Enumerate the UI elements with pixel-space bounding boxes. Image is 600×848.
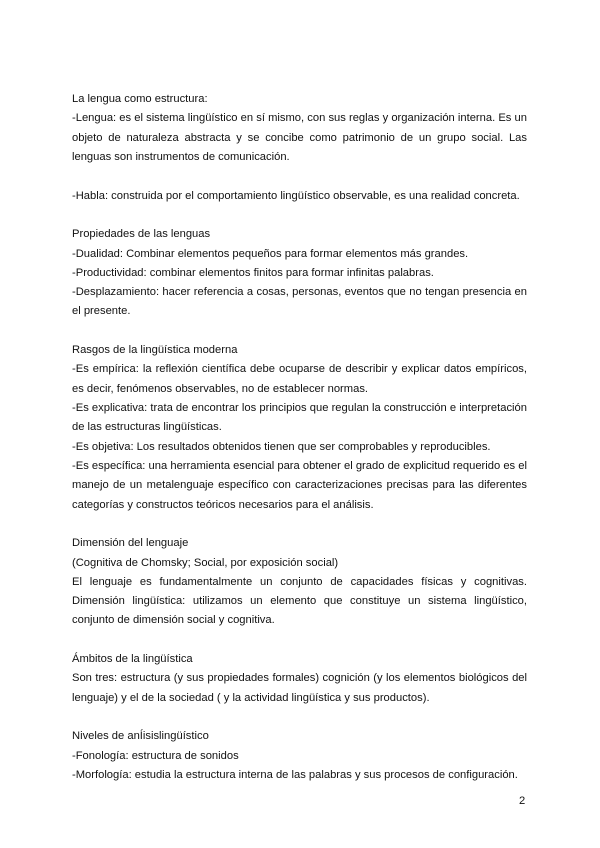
section-rasgos xyxy=(72,341,527,515)
section-heading: Rasgos de la lingüística moderna xyxy=(72,344,238,357)
section-heading: Niveles de anÍisislingüístico xyxy=(72,730,209,743)
section-dimension xyxy=(72,534,527,630)
paragraph-desplazamiento: -Desplazamiento: hacer referencia a cosas, personas, eventos que no tengan presencia en el presente. xyxy=(72,286,527,318)
paragraph-morfologia: -Morfología: estudia la estructura interna de las palabras y sus procesos de configuración. xyxy=(72,768,518,781)
section-lengua-estructura xyxy=(72,90,527,167)
paragraph-explicativa: -Es explicativa: trata de encontrar los principios que regulan la construcción e interpretación de las estructuras lingüísticas. xyxy=(72,402,527,434)
paragraph-productividad: -Productividad: combinar elementos finitos para formar infinitas palabras. xyxy=(72,266,434,279)
paragraph-objetiva: -Es objetiva: Los resultados obtenidos tienen que ser comprobables y reproducibles. xyxy=(72,440,491,453)
paragraph-lengua: -Lengua: es el sistema lingüístico en sí mismo, con sus reglas y organización interna. Es un objeto de naturaleza abstracta y se concibe como patrimonio de un grupo social. Las lenguas son instrumentos de comunicación. xyxy=(72,112,527,163)
section-habla xyxy=(72,187,527,206)
section-heading: Propiedades de las lenguas xyxy=(72,228,211,241)
paragraph-ambitos: Son tres: estructura (y sus propiedades formales) cognición (y los elementos biológicos del lenguaje) y el de la sociedad ( y la actividad lingüística y sus productos). xyxy=(72,672,527,704)
paragraph-fonologia: -Fonología: estructura de sonidos xyxy=(72,749,239,762)
paragraph-habla: -Habla: construida por el comportamiento lingüístico observable, es una realidad concreta. xyxy=(72,189,520,202)
paragraph-dualidad: -Dualidad: Combinar elementos pequeños para formar elementos más grandes. xyxy=(72,247,469,260)
section-heading: Dimensión del lenguaje xyxy=(72,537,189,550)
section-propiedades xyxy=(72,225,527,321)
section-heading: La lengua como estructura: xyxy=(72,93,208,105)
paragraph-dimension: El lenguaje es fundamentalmente un conjunto de capacidades físicas y cognitivas. Dimensión lingüística: utilizamos un elemento que constituye un sistema lingüístico, conjunto de dimensión social y cognitiva. xyxy=(72,575,527,627)
section-niveles xyxy=(72,727,527,785)
paragraph-especifica: -Es específica: una herramienta esencial para obtener el grado de explicitud requerido es el manejo de un metalenguaje específico con caracterizaciones precisas para las diferentes categorías y constructos teóricos necesarios para el análisis. xyxy=(72,459,527,511)
page-number: 2 xyxy=(519,795,526,807)
section-ambitos xyxy=(72,650,527,708)
page-content xyxy=(72,90,527,805)
section-heading: Ámbitos de la lingüística xyxy=(72,653,193,666)
section-subheading: (Cognitiva de Chomsky; Social, por exposición social) xyxy=(72,556,339,569)
paragraph-empirica: -Es empírica: la reflexión científica debe ocuparse de describir y explicar datos empíricos, es decir, fenómenos observables, no de establecer normas. xyxy=(72,363,527,395)
